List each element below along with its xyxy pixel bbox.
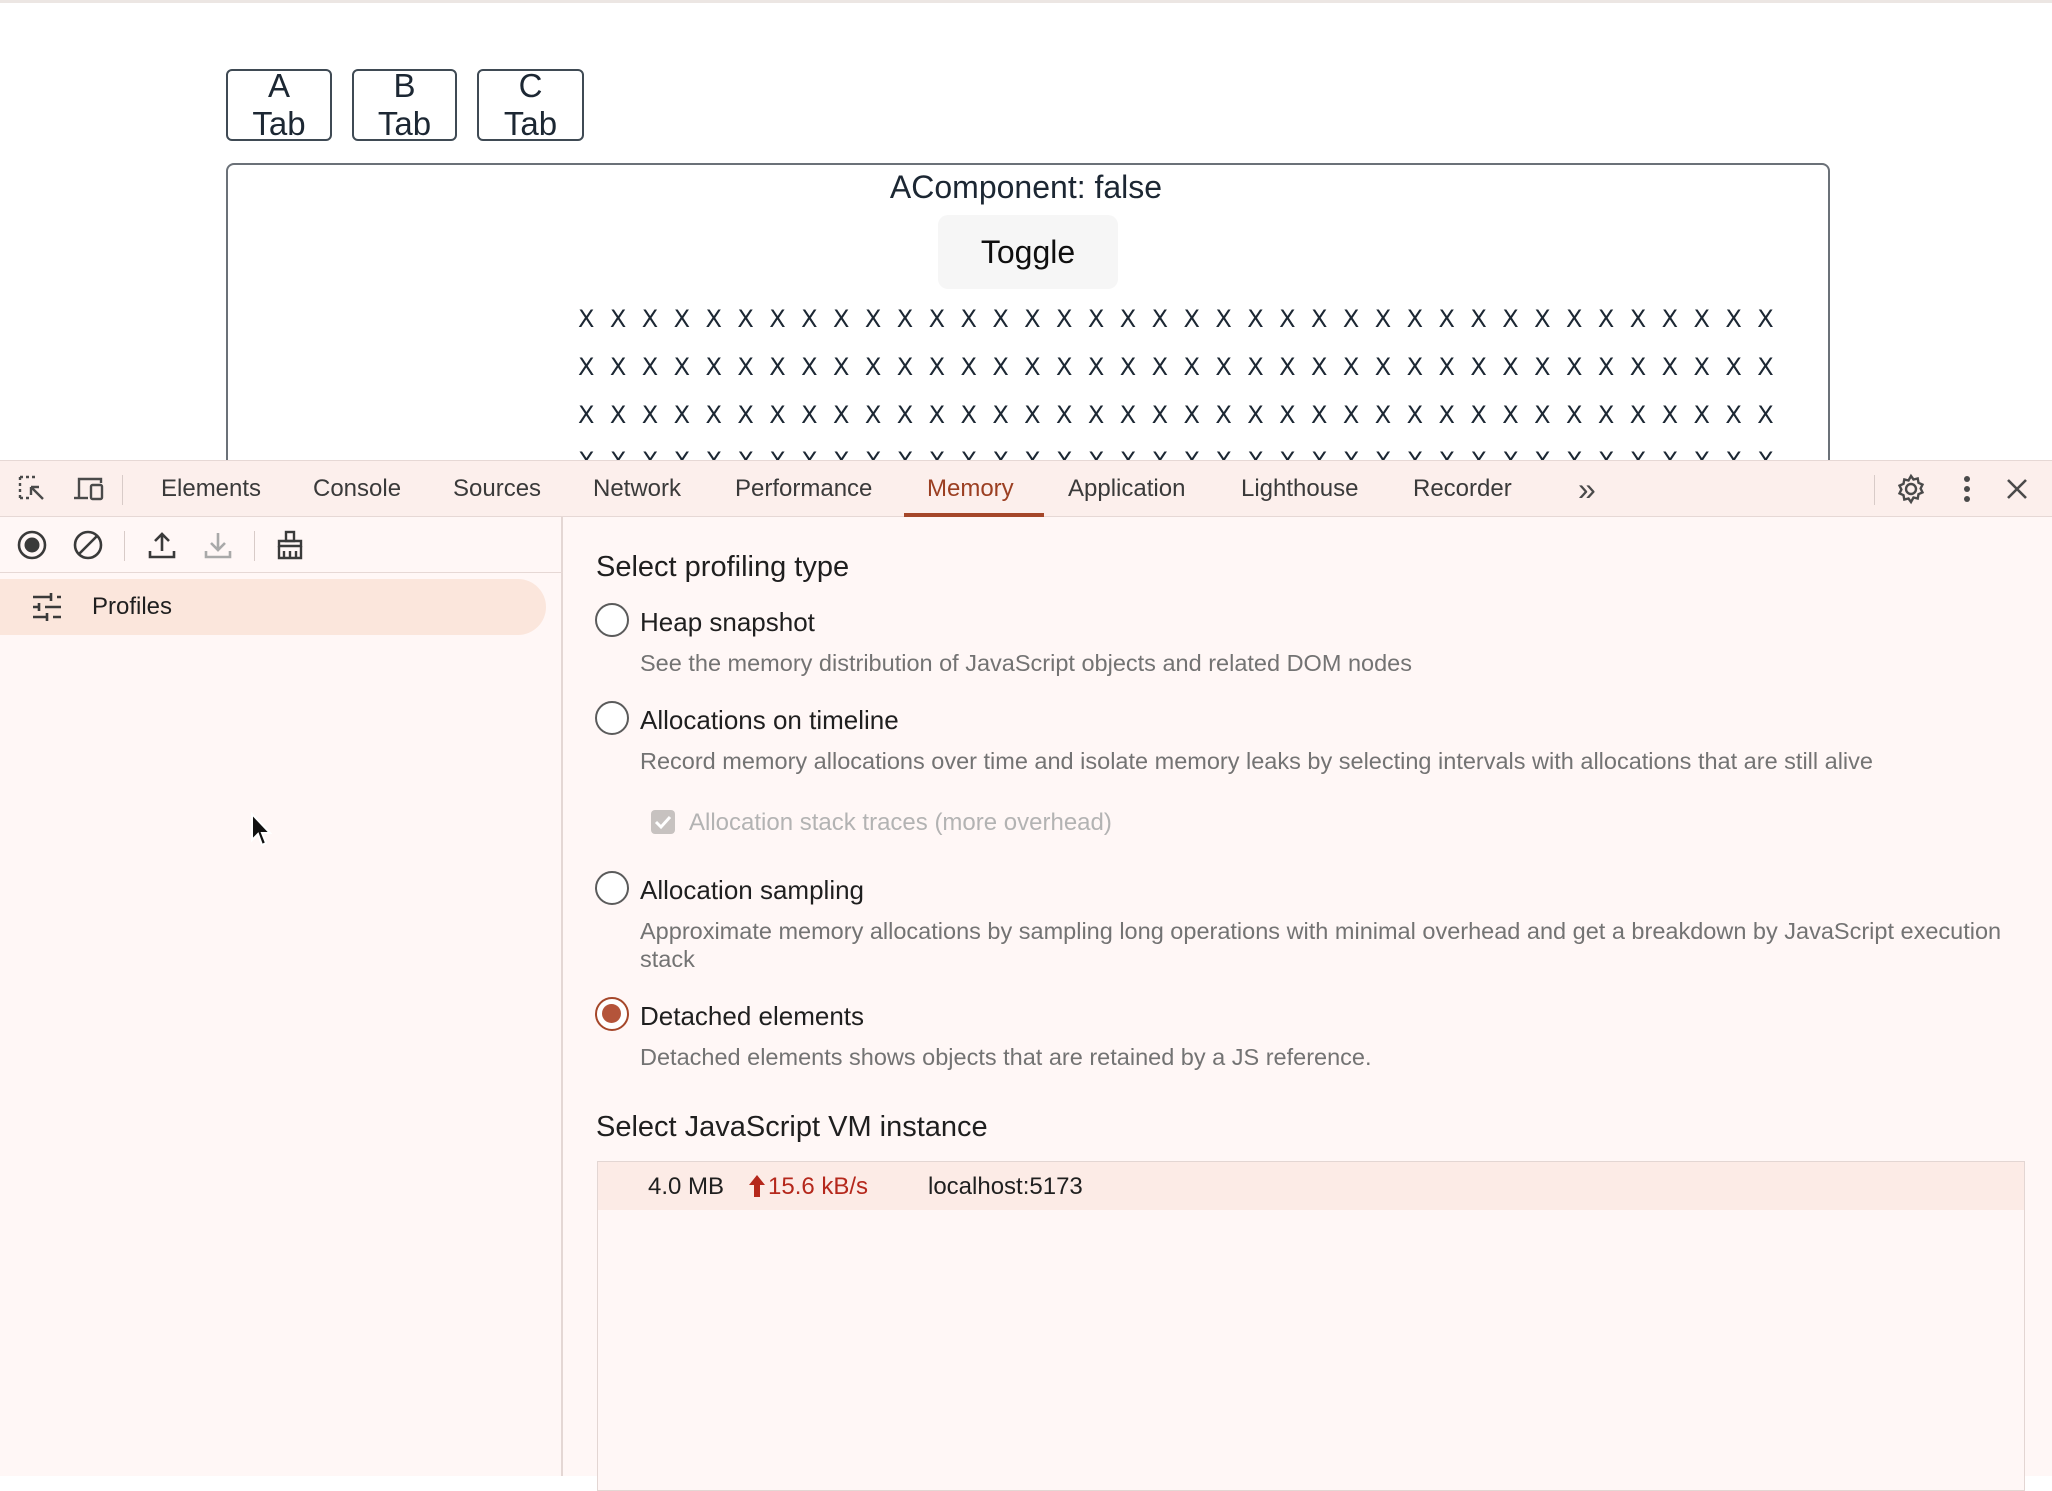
stack-traces-label: Allocation stack traces (more overhead)	[689, 809, 1112, 836]
heap-snapshot-description: See the memory distribution of JavaScript objects and related DOM nodes	[640, 650, 1412, 676]
devtools-tab-bar	[0, 460, 2052, 517]
save-profile-icon	[200, 527, 236, 563]
more-tabs-icon[interactable]: »	[1578, 471, 1596, 507]
profiling-type-pane	[565, 517, 2052, 1476]
profiles-sidebar	[0, 517, 563, 1476]
tab-performance[interactable]: Performance	[735, 475, 873, 502]
mouse-pointer-icon	[250, 812, 274, 853]
x-row: X X X X X X X X X X X X X X X X X X X X X X X X X X X X X X X X X X X X X X	[578, 353, 1778, 381]
devtools-panel	[0, 460, 2052, 1476]
detached-elements-description: Detached elements shows objects that are retained by a JS reference.	[640, 1044, 1372, 1070]
device-toolbar-icon[interactable]	[70, 471, 106, 507]
heap-snapshot-label[interactable]: Heap snapshot	[640, 607, 815, 637]
x-row: X X X X X X X X X X X X X X X X X X X X X X X X X X X X X X X X X X X X X X	[578, 401, 1778, 429]
settings-gear-icon[interactable]	[1893, 471, 1929, 507]
sidebar-item-profiles[interactable]	[0, 579, 546, 635]
sidebar-item-label: Profiles	[92, 593, 173, 620]
tab-lighthouse[interactable]: Lighthouse	[1241, 475, 1359, 502]
allocation-sampling-label[interactable]: Allocation sampling	[640, 875, 865, 905]
component-status-text: AComponent: false	[889, 169, 1163, 205]
tab-application[interactable]: Application	[1068, 475, 1186, 502]
toggle-button[interactable]: Toggle	[938, 215, 1118, 289]
allocations-timeline-description: Record memory allocations over time and isolate memory leaks by selecting intervals with allocations that are still alive	[640, 748, 1873, 774]
close-icon[interactable]	[1999, 471, 2035, 507]
memory-toolbar	[0, 517, 563, 573]
c-tab-button[interactable]: C Tab	[477, 69, 584, 141]
profiling-type-heading: Select profiling type	[596, 551, 850, 583]
vm-instance-row[interactable]	[598, 1162, 2024, 1210]
arrow-up-icon	[748, 1174, 766, 1203]
toolbar-divider	[254, 531, 255, 561]
record-icon[interactable]	[14, 527, 50, 563]
detached-elements-radio[interactable]	[595, 997, 629, 1031]
collect-garbage-icon[interactable]	[272, 527, 308, 563]
vm-instance-heading: Select JavaScript VM instance	[596, 1111, 988, 1143]
profiles-tune-icon	[30, 591, 64, 628]
allocations-timeline-label[interactable]: Allocations on timeline	[640, 705, 899, 735]
toolbar-divider	[124, 531, 125, 561]
tab-elements[interactable]: Elements	[161, 475, 262, 502]
vm-allocation-rate: 15.6 kB/s	[768, 1173, 869, 1200]
allocation-sampling-radio[interactable]	[595, 871, 629, 905]
allocation-sampling-description: Approximate memory allocations by sampling long operations with minimal overhead and get a breakdown by JavaScript execution stack	[640, 918, 2002, 972]
x-row: X X X X X X X X X X X X X X X X X X X X X X X X X X X X X X X X X X X X X X	[578, 305, 1778, 333]
detached-elements-label[interactable]: Detached elements	[640, 1001, 865, 1031]
inspect-element-icon[interactable]	[14, 471, 50, 507]
more-options-icon[interactable]	[1949, 471, 1985, 507]
stack-traces-checkbox	[651, 810, 675, 834]
allocations-timeline-radio[interactable]	[595, 701, 629, 735]
vm-heap-size: 4.0 MB	[648, 1173, 725, 1200]
tab-recorder[interactable]: Recorder	[1413, 475, 1512, 502]
load-profile-icon[interactable]	[144, 527, 180, 563]
tab-console[interactable]: Console	[313, 475, 402, 502]
b-tab-button[interactable]: B Tab	[352, 69, 457, 141]
vm-instance-list	[597, 1161, 2025, 1491]
tab-memory[interactable]: Memory	[927, 475, 1014, 502]
web-page-viewport	[0, 0, 2052, 460]
clear-icon[interactable]	[70, 527, 106, 563]
heap-snapshot-radio[interactable]	[595, 603, 629, 637]
toolbar-divider	[1874, 475, 1875, 505]
tab-network[interactable]: Network	[593, 475, 682, 502]
tab-sources[interactable]: Sources	[453, 475, 542, 502]
toolbar-divider	[122, 475, 123, 505]
vm-host: localhost:5173	[928, 1173, 1083, 1200]
a-tab-button[interactable]: A Tab	[226, 69, 332, 141]
